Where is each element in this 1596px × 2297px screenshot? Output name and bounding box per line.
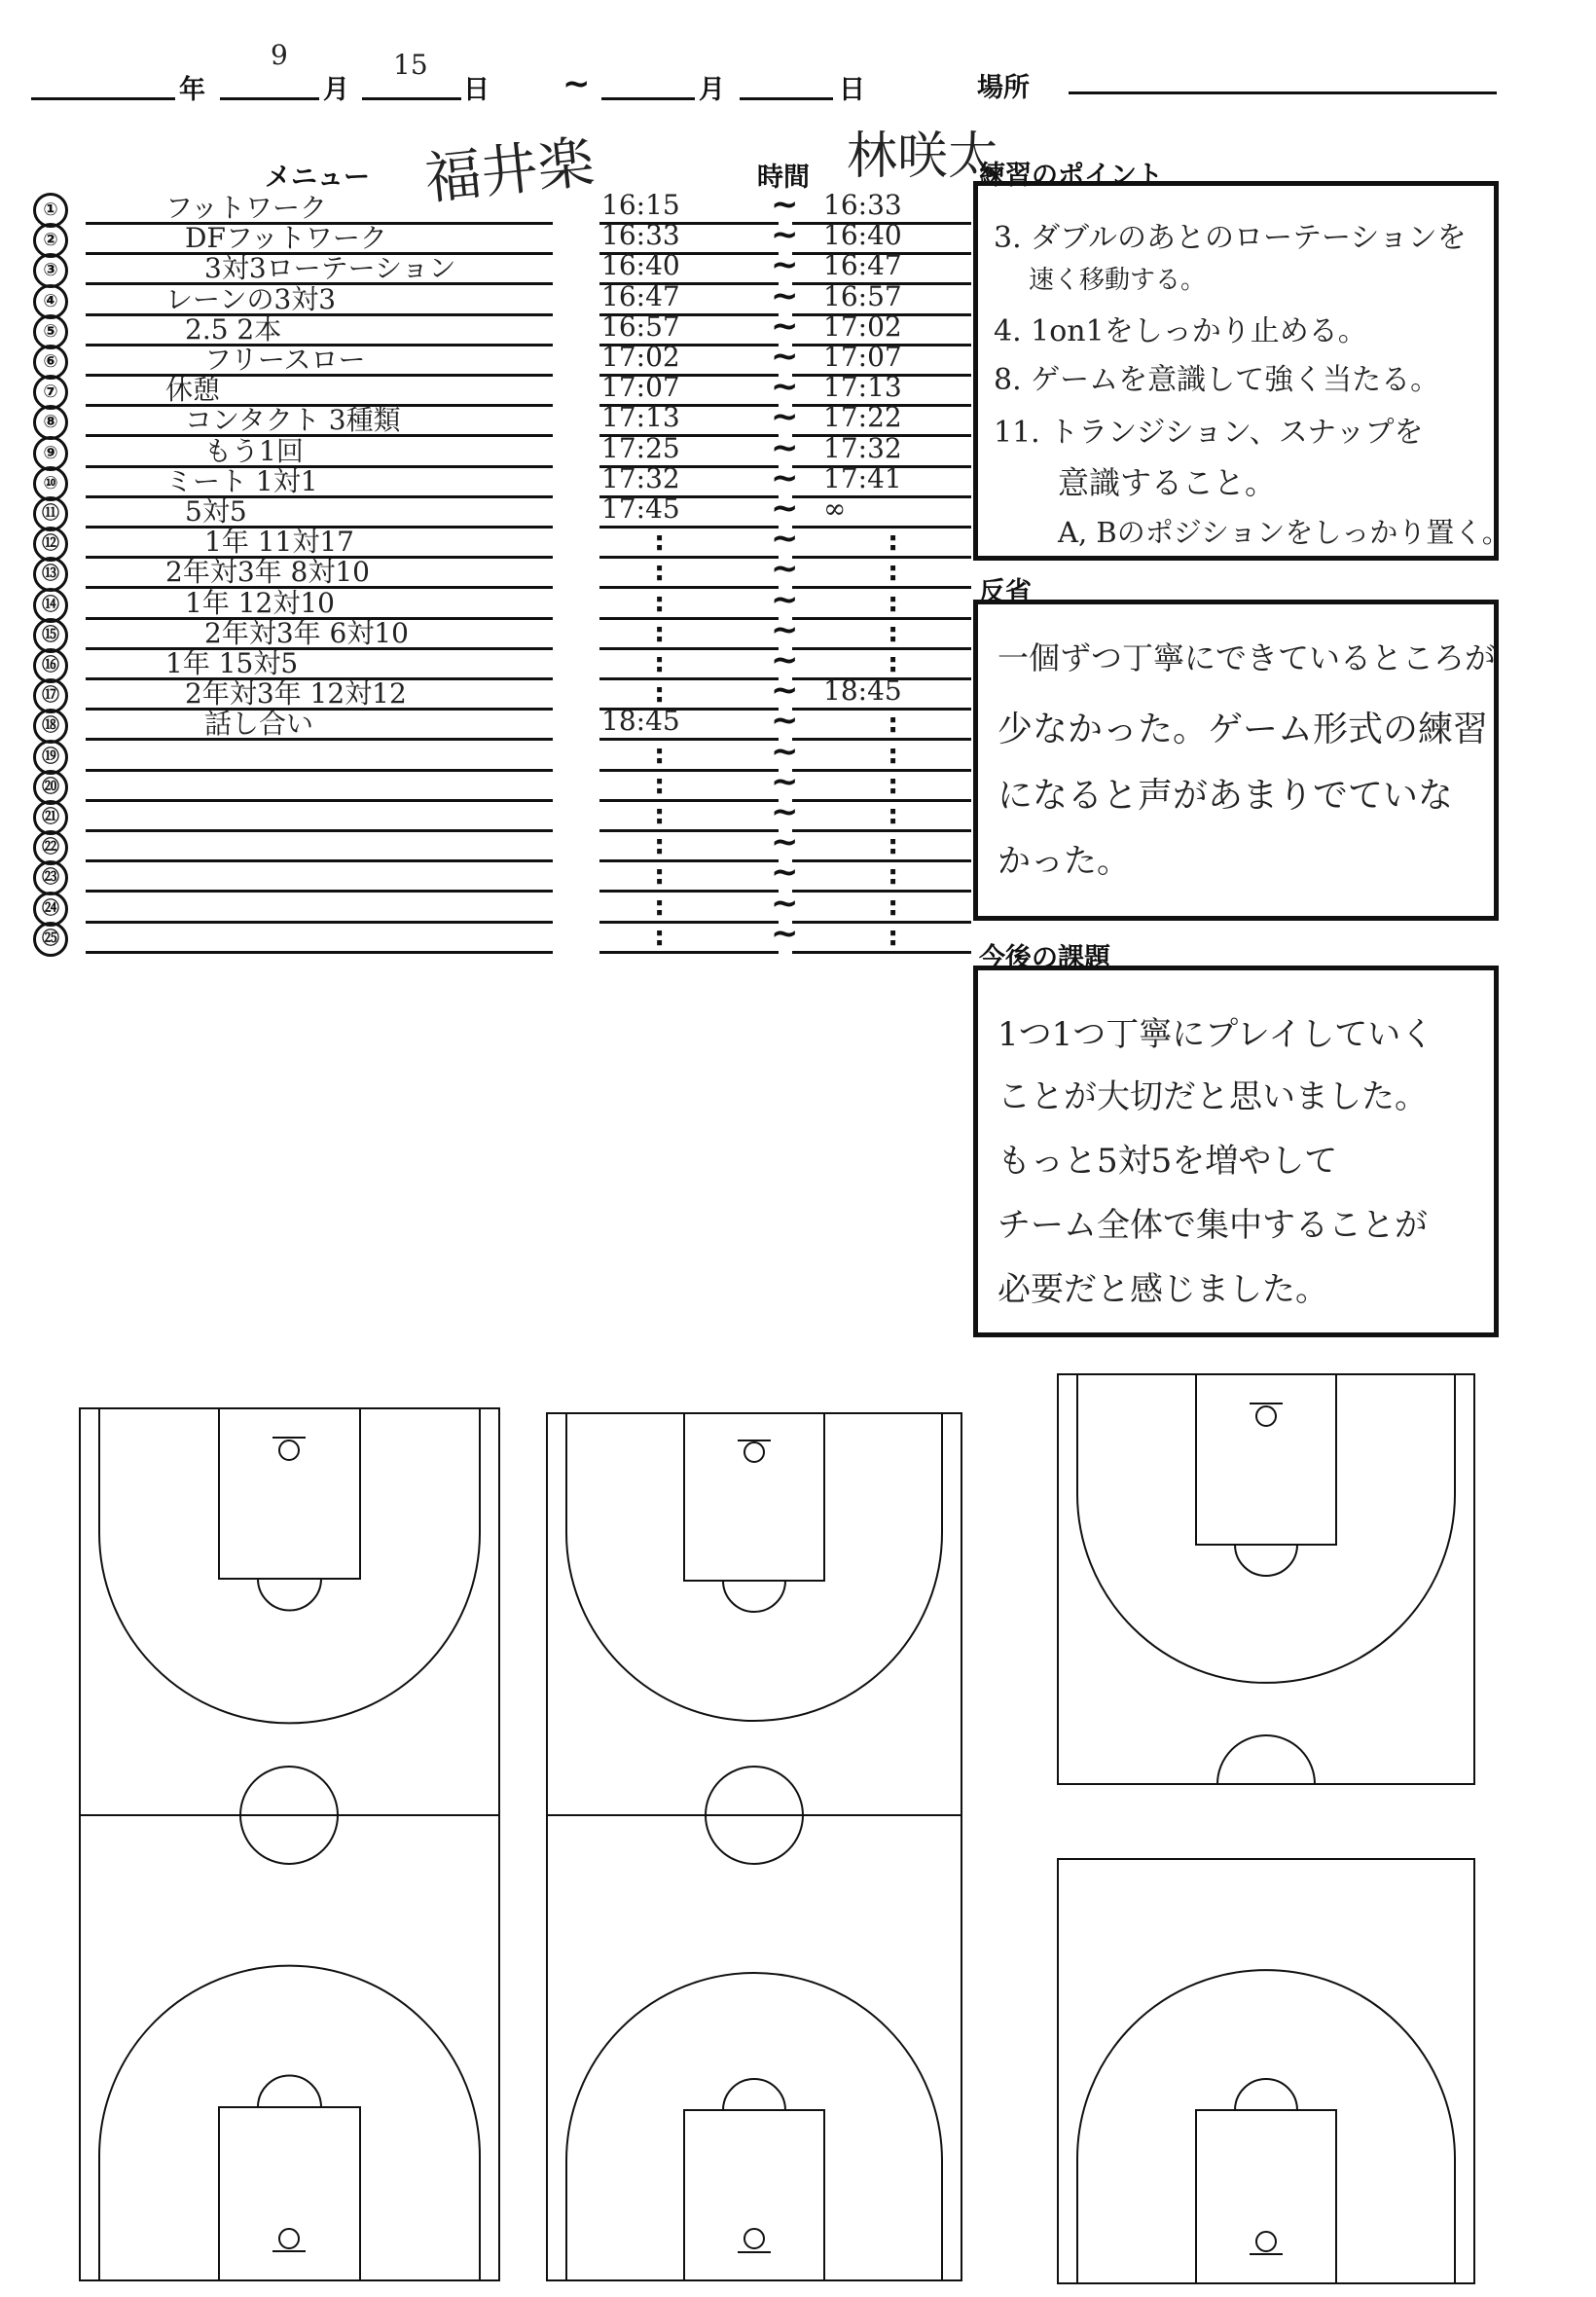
future-line: チーム全体で集中することが: [998, 1206, 1428, 1245]
player-name[interactable]: 林咲太: [847, 128, 999, 186]
menu-item-text[interactable]: 2年対3年 12対12: [185, 677, 407, 710]
row-rule: [86, 799, 553, 802]
row-rule: [599, 951, 779, 954]
start-time-colon: :: [654, 858, 666, 891]
row-number: ⑨: [33, 436, 68, 471]
reflection-label: 反省: [979, 577, 1032, 607]
row-rule: [792, 617, 971, 620]
menu-item-text[interactable]: DFフットワーク: [185, 222, 387, 254]
menu-label: メニュー: [265, 163, 370, 193]
start-time[interactable]: 17:45: [601, 492, 680, 525]
time-range-tilde: ~: [771, 732, 799, 771]
end-time-colon: :: [888, 707, 899, 739]
row-rule: [599, 921, 779, 924]
time-range-tilde: ~: [771, 853, 799, 892]
row-rule: [599, 738, 779, 741]
end-time[interactable]: ∞: [823, 492, 847, 525]
row-rule: [599, 556, 779, 559]
menu-item-text[interactable]: もう1回: [204, 435, 304, 467]
reflection-line: 一個ずつ丁寧にできているところが: [998, 639, 1497, 676]
row-rule: [86, 769, 553, 772]
row-rule: [599, 617, 779, 620]
time-range-tilde: ~: [771, 307, 799, 346]
row-number: ㉓: [33, 860, 68, 895]
start-time-colon: :: [654, 676, 666, 709]
row-rule: [599, 677, 779, 680]
full-court-diagram-1[interactable]: [78, 1406, 501, 2282]
menu-item-text[interactable]: フリースロー: [204, 344, 366, 376]
row-rule: [86, 738, 553, 741]
row-number: ㉒: [33, 830, 68, 865]
start-time-colon: :: [654, 828, 666, 860]
menu-item-text[interactable]: 1年 11対17: [204, 526, 354, 558]
future-line: 1つ1つ丁寧にプレイしていく: [998, 1015, 1434, 1054]
row-rule: [86, 829, 553, 832]
row-rule: [792, 708, 971, 711]
menu-item-text[interactable]: レーンの3対3: [165, 283, 337, 315]
future-line: 必要だと感じました。: [998, 1270, 1328, 1309]
reflection-line: になると声があまりでていな: [998, 776, 1454, 816]
start-time[interactable]: 17:07: [601, 371, 680, 403]
end-time-colon: :: [888, 858, 899, 891]
time-range-tilde: ~: [771, 276, 799, 315]
row-number: ⑧: [33, 405, 68, 440]
row-rule: [86, 951, 553, 954]
end-time-colon: :: [888, 828, 899, 860]
start-time-colon: :: [654, 738, 666, 770]
time-range-tilde: ~: [771, 458, 799, 497]
end-time-colon: :: [888, 616, 899, 648]
start-time-colon: :: [654, 525, 666, 557]
time-range-tilde: ~: [771, 701, 799, 740]
end-time[interactable]: 18:45: [823, 675, 902, 707]
row-rule: [792, 586, 971, 589]
day-label: 日: [463, 75, 490, 105]
time-range-tilde: ~: [771, 337, 799, 376]
row-rule: [792, 829, 971, 832]
end-time-colon: :: [888, 890, 899, 922]
row-number: ⑲: [33, 740, 68, 775]
time-range-tilde: ~: [771, 762, 799, 801]
row-number: ㉑: [33, 800, 68, 835]
time-range-tilde: ~: [771, 822, 799, 861]
future-line: もっと5対5を増やして: [998, 1142, 1338, 1181]
row-rule: [792, 921, 971, 924]
end-time[interactable]: 16:40: [823, 219, 902, 251]
place-label: 場所: [977, 73, 1030, 103]
row-rule: [86, 921, 553, 924]
start-time-colon: :: [654, 616, 666, 648]
row-rule: [86, 465, 553, 468]
row-rule: [86, 495, 553, 498]
end-time-colon: :: [888, 646, 899, 678]
end-time[interactable]: 17:07: [823, 341, 902, 373]
reflection-box: [973, 600, 1499, 921]
row-rule: [792, 799, 971, 802]
time-range-tilde: ~: [771, 884, 799, 923]
points-label: 練習のポイント: [979, 161, 1163, 191]
row-number: ③: [33, 253, 68, 288]
team-name[interactable]: 福井楽: [421, 128, 598, 212]
end-time[interactable]: 17:32: [823, 432, 902, 464]
start-time[interactable]: 16:40: [601, 249, 680, 281]
end-time[interactable]: 17:22: [823, 401, 902, 433]
start-time-colon: :: [654, 798, 666, 830]
reflection-line: かった。: [998, 842, 1130, 881]
point-line: 意識すること。: [1058, 464, 1277, 501]
end-time-colon: :: [888, 525, 899, 557]
menu-item-text[interactable]: コンタクト 3種類: [185, 404, 401, 436]
start-time-colon: :: [654, 890, 666, 922]
time-range-tilde: ~: [771, 185, 799, 224]
time-range-tilde: ~: [771, 580, 799, 619]
end-time[interactable]: 16:33: [823, 189, 902, 221]
row-number: ⑩: [33, 466, 68, 501]
row-number: ⑪: [33, 496, 68, 531]
point-line: 4. 1on1をしっかり止める。: [994, 314, 1367, 348]
menu-item-text[interactable]: 1年 15対5: [165, 647, 299, 679]
end-time[interactable]: 16:47: [823, 249, 902, 281]
time-range-tilde: ~: [771, 640, 799, 679]
row-number: ⑱: [33, 709, 68, 744]
start-time[interactable]: 16:47: [601, 280, 680, 312]
end-time-colon: :: [888, 798, 899, 830]
time-range-tilde: ~: [771, 489, 799, 528]
row-number: ⑫: [33, 527, 68, 562]
start-time-colon: :: [654, 920, 666, 952]
point-line: 11. トランジション、スナップを: [994, 416, 1424, 450]
tilde-separator: ~: [562, 64, 591, 103]
row-rule: [599, 769, 779, 772]
end-day-label: 日: [839, 75, 865, 105]
start-time-colon: :: [654, 646, 666, 678]
month-label: 月: [323, 75, 349, 105]
row-number: ㉕: [33, 922, 68, 957]
point-line: 3. ダブルのあとのローテーションを: [994, 221, 1467, 255]
menu-item-text[interactable]: 3対3ローテーション: [204, 252, 456, 284]
row-number: ⑭: [33, 588, 68, 623]
time-range-tilde: ~: [771, 519, 799, 558]
time-range-tilde: ~: [771, 549, 799, 588]
point-line: 速く移動する。: [1029, 266, 1207, 295]
menu-item-text[interactable]: 2.5 2本: [185, 313, 282, 346]
end-time-colon: :: [888, 738, 899, 770]
end-time-colon: :: [888, 555, 899, 587]
start-time[interactable]: 17:13: [601, 401, 680, 433]
row-number: ㉔: [33, 892, 68, 927]
row-rule: [792, 647, 971, 650]
start-day-value[interactable]: 15: [393, 49, 428, 81]
end-time-colon: :: [888, 586, 899, 618]
start-time-colon: :: [654, 586, 666, 618]
start-time[interactable]: 18:45: [601, 705, 680, 737]
end-time-colon: :: [888, 920, 899, 952]
start-time-colon: :: [654, 768, 666, 800]
row-rule: [599, 799, 779, 802]
menu-item-text[interactable]: 1年 12対10: [185, 587, 335, 619]
start-time[interactable]: 17:25: [601, 432, 680, 464]
row-number: ⑳: [33, 770, 68, 805]
time-label: 時間: [757, 163, 810, 193]
start-time-colon: :: [654, 555, 666, 587]
end-time[interactable]: 17:02: [823, 310, 902, 343]
end-time[interactable]: 16:57: [823, 280, 902, 312]
row-rule: [86, 859, 553, 862]
time-range-tilde: ~: [771, 914, 799, 953]
time-range-tilde: ~: [771, 397, 799, 436]
row-rule: [599, 647, 779, 650]
point-line: 8. ゲームを意識して強く当たる。: [994, 363, 1440, 397]
row-rule: [599, 586, 779, 589]
menu-item-text[interactable]: 話し合い: [204, 708, 314, 740]
time-range-tilde: ~: [771, 671, 799, 710]
row-rule: [792, 890, 971, 893]
reflection-line: 少なかった。ゲーム形式の練習: [998, 710, 1489, 749]
future-line: ことが大切だと思いました。: [998, 1077, 1428, 1116]
menu-item-text[interactable]: 2年対3年 6対10: [204, 617, 409, 649]
future-box: [973, 966, 1499, 1337]
start-month-value[interactable]: 9: [271, 39, 288, 71]
end-time[interactable]: 17:41: [823, 462, 902, 494]
row-rule: [599, 829, 779, 832]
row-rule: [599, 890, 779, 893]
row-number: ②: [33, 223, 68, 258]
row-number: ⑬: [33, 557, 68, 592]
full-court-diagram-2[interactable]: [545, 1411, 963, 2282]
row-number: ⑦: [33, 375, 68, 410]
point-line: A, Bのポジションをしっかり置く。: [1058, 516, 1510, 549]
menu-item-text[interactable]: フットワーク: [165, 192, 328, 224]
menu-item-text[interactable]: ミート 1対1: [165, 465, 318, 497]
row-rule: [599, 526, 779, 529]
menu-item-text[interactable]: 5対5: [185, 495, 247, 528]
time-range-tilde: ~: [771, 792, 799, 831]
start-time[interactable]: 16:15: [601, 189, 680, 221]
end-time-colon: :: [888, 768, 899, 800]
row-rule: [792, 738, 971, 741]
row-rule: [792, 951, 971, 954]
start-time[interactable]: 17:02: [601, 341, 680, 373]
end-time[interactable]: 17:13: [823, 371, 902, 403]
year-label: 年: [179, 75, 205, 105]
menu-item-text[interactable]: 休憩: [165, 374, 221, 406]
time-range-tilde: ~: [771, 428, 799, 467]
future-label: 今後の課題: [979, 943, 1110, 973]
row-rule: [792, 769, 971, 772]
row-number: ⑰: [33, 678, 68, 713]
start-time[interactable]: 17:32: [601, 462, 680, 494]
row-rule: [792, 556, 971, 559]
points-box: [973, 181, 1510, 561]
time-range-tilde: ~: [771, 367, 799, 406]
half-court-diagram-1[interactable]: [1056, 1372, 1476, 1786]
row-number: ⑥: [33, 345, 68, 380]
row-number: ④: [33, 284, 68, 319]
row-rule: [599, 859, 779, 862]
time-range-tilde: ~: [771, 215, 799, 254]
row-number: ⑯: [33, 648, 68, 683]
row-number: ⑮: [33, 618, 68, 653]
row-number: ①: [33, 193, 68, 228]
row-rule: [792, 526, 971, 529]
half-court-diagram-2[interactable]: [1056, 1857, 1476, 2285]
start-time[interactable]: 16:57: [601, 310, 680, 343]
end-month-label: 月: [699, 75, 725, 105]
time-range-tilde: ~: [771, 245, 799, 284]
row-rule: [86, 890, 553, 893]
row-rule: [792, 859, 971, 862]
menu-item-text[interactable]: 2年対3年 8対10: [165, 556, 370, 588]
start-time[interactable]: 16:33: [601, 219, 680, 251]
time-range-tilde: ~: [771, 610, 799, 649]
row-rule: [792, 495, 971, 498]
row-number: ⑤: [33, 314, 68, 349]
